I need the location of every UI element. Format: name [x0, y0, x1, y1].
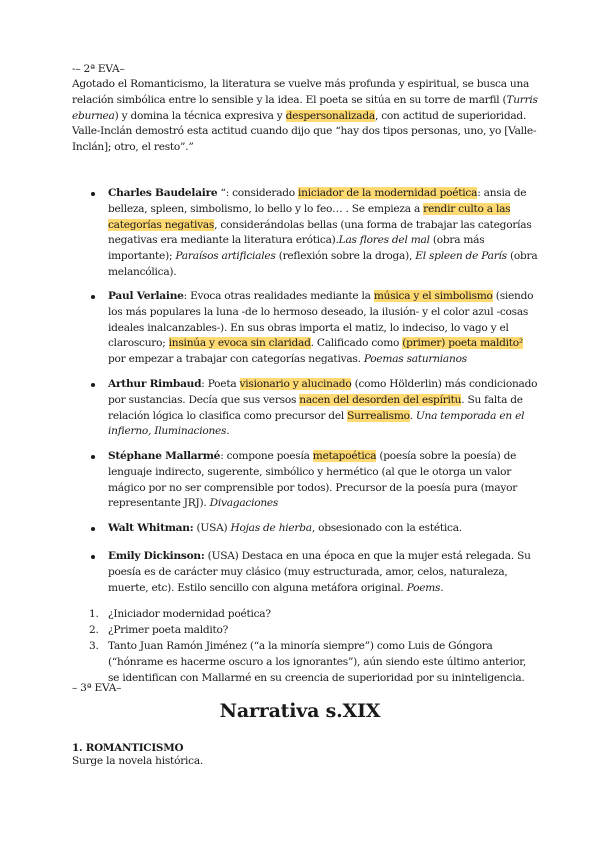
highlight: rendir culto a las categorías negativas: [108, 202, 511, 231]
romanticism-text: Surge la novela histórica.: [72, 755, 204, 767]
highlight: insinúa y evoca sin claridad: [168, 337, 311, 350]
question-number: 3.: [89, 640, 99, 652]
highlight: Surrealismo: [347, 409, 410, 422]
highlight: metapoética: [312, 450, 377, 462]
intro-paragraph: Agotado el Romanticismo, la literatura se vuelve más profunda y espiritual, se busca una relación simbólica entre lo sensible y la idea. El poeta se sitúa en su torre de marfil (Turris eburnea) y domina la técnica expresiva y despersonalizada, con actitud de superioridad. Valle-Inclán demostró esta actitud cuando dijo que “hay dos tipos personas, uno, yo [Valle-Inclán]; otro, el resto”.”: [72, 78, 538, 154]
highlight: iniciador de la modernidad poética: [298, 187, 478, 199]
poet-whitman: Walt Whitman: (USA) Hojas de hierba, obsesionado con la estética.: [108, 521, 540, 537]
highlight: visionario y alucinado: [239, 378, 352, 390]
poet-verlaine: Paul Verlaine: Evoca otras realidades mediante la música y el simbolismo (siendo los más populares la luna -de lo hermoso deseado, la ilusión- y el color azul -cosas ideales inalcanzables-). En sus obras importa el matiz, lo indeciso, lo vago y el claroscuro; insinúa y evoca sin claridad. Calificado como (primer) poeta maldito² por empezar a trabajar con categorías negativas. Poemas saturnianos: [108, 289, 540, 368]
highlight: nacen del desorden del espíritu: [299, 393, 462, 406]
poet-dickinson: Emily Dickinson: (USA) Destaca en una época en que la mujer está relegada. Su poesía es de carácter muy clásico (muy estructurada, amor, celos, naturaleza, muerte, etc). Estilo sencillo con alguna metáfora original. Poems.: [108, 549, 540, 596]
poet-baudelaire: Charles Baudelaire “: considerado iniciador de la modernidad poética: ansia de belleza, spleen, simbolismo, lo bello y lo feo… . Se empieza a rendir culto a las categorías negativas, considerándolas bellas (una forma de trabajar las categorías negativas era mediante la literatura erótica).Las flores del mal (obra más importante); Paraísos artificiales (reflexión sobre la droga), El spleen de París (obra melancólica).: [108, 186, 540, 281]
romanticism-heading: 1. ROMANTICISMO: [72, 742, 184, 754]
eva3-label: – 3ª EVA–: [72, 682, 122, 694]
question-item: ¿Iniciador modernidad poética?: [108, 608, 271, 620]
question-number: 2.: [89, 624, 99, 636]
highlight: (primer) poeta maldito²: [402, 337, 523, 350]
eva-label: -– 2ª EVA–: [72, 63, 125, 75]
question-item: Tanto Juan Ramón Jiménez (“a la minoría siempre”) como Luis de Góngora (“hónrame es hacerme oscuro a los ignorantes”), aún siendo este último anterior, se identifican con Mallarmé en su creencia de superioridad por su ininteligencia.: [108, 640, 527, 684]
question-number: 1.: [89, 608, 99, 620]
highlight: despersonalizada: [285, 109, 375, 122]
poet-rimbaud: Arthur Rimbaud: Poeta visionario y alucinado (como Hölderlin) más condicionado por sustancias. Decía que sus versos nacen del desorden del espíritu. Su falta de relación lógica lo clasifica como precursor del Surrealismo. Una temporada en el infierno, Iluminaciones.: [108, 377, 540, 440]
question-item: ¿Primer poeta maldito?: [108, 624, 229, 636]
highlight: música y el simbolismo: [373, 290, 493, 302]
poet-mallarme: Stéphane Mallarmé: compone poesía metapoética (poesía sobre la poesía) de lenguaje indirecto, sugerente, simbólico y hermético (al que le otorga un valor mágico por no ser comprensible por todos). Precursor de la poesía pura (mayor representante JRJ). Divagaciones: [108, 449, 540, 512]
section-title: Narrativa s.XIX: [219, 700, 381, 722]
